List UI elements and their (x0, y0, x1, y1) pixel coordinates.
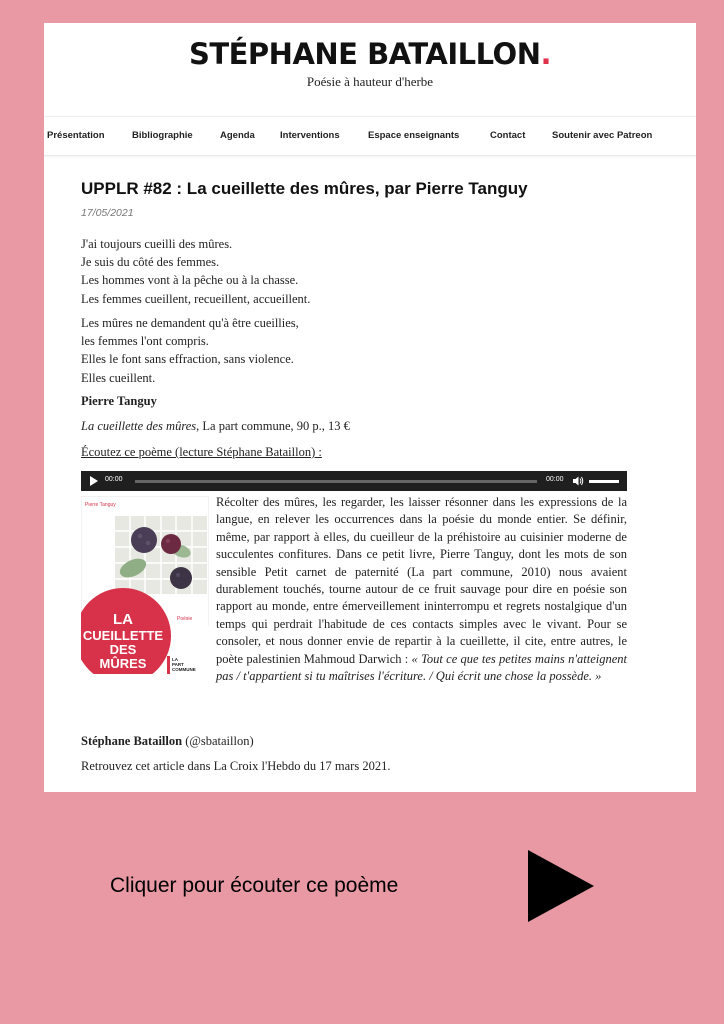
audio-player (81, 471, 627, 491)
poem-line: Elles le font sans effraction, sans violence. (81, 352, 294, 367)
cover-author: Pierre Tanguy (85, 502, 116, 508)
nav-item-contact[interactable]: Contact (490, 130, 526, 141)
source-note: Retrouvez cet article dans La Croix l'Hebdo du 17 mars 2021. (81, 759, 391, 773)
poem-line: Elles cueillent. (81, 370, 156, 385)
poem-stanza-1 (81, 235, 641, 308)
cover-publisher-2: PART (172, 662, 184, 667)
cover-publisher-3: COMMUNE (172, 667, 196, 672)
signature-handle: (@sbataillon) (182, 734, 254, 748)
nav-item-espace-enseignants[interactable]: Espace enseignants (368, 130, 460, 141)
review-body: Récolter des mûres, les regarder, les laisser résonner dans les expressions de la langue, en relever les occurrences dans la poésie du monde entier. Se définir, même, par rapport à elles, du cueilleur de la préhistoire au cuisinier moderne de succulentes confitures. Dans ce petit livre, Pierre Tanguy, dont les mots de son sensible Petit carnet de paternité (La part commune, 2010) nous avaient durablement touchés, tourne autour de ce fruit sauvage pour dire en poésie son rapport au monde, entre émerveillement ininterrompu et regrets nostalgique d'un temps qui perdrait l'habitude de ces contacts simples avec le vivant. Pour se consoler, et nous donner envie de repartir à la cueillette, il cite, entre autres, le poète palestinien Mahmoud Darwich : (216, 495, 627, 666)
volume-slider[interactable] (589, 480, 619, 483)
cover-title-line-1: LA (113, 611, 133, 628)
site-tagline: Poésie à hauteur d'herbe (306, 74, 434, 89)
cta-label[interactable]: Cliquer pour écouter ce poème (110, 874, 399, 897)
poem-line: J'ai toujours cueilli des mûres. (81, 237, 233, 251)
poem-stanza-2 (81, 314, 641, 387)
poem-line: Je suis du côté des femmes. (81, 255, 220, 270)
nav-item-agenda[interactable]: Agenda (220, 130, 255, 141)
poem-line: Les femmes cueillent, recueillent, accueillent. (81, 291, 311, 306)
book-title: La cueillette des mûres (81, 419, 197, 433)
poem-line: les femmes l'ont compris. (81, 334, 209, 349)
signature-name: Stéphane Bataillon (81, 734, 183, 748)
cover-title-line-3: DES (109, 642, 137, 657)
poem-line: Les mûres ne demandent qu'à être cueillies, (81, 316, 299, 330)
listen-link[interactable]: Écoutez ce poème (lecture Stéphane Bataillon) : (81, 445, 322, 459)
review-text (81, 494, 627, 685)
cover-title-line-2: CUEILLETTE (82, 628, 164, 643)
volume-icon[interactable] (572, 475, 584, 487)
main-nav (44, 116, 696, 156)
article-page (44, 23, 696, 792)
duration: 00:00 (546, 476, 564, 483)
cover-title-line-4: MÛRES (99, 656, 147, 671)
site-title[interactable] (44, 37, 696, 71)
post-title: UPPLR #82 : La cueillette des mûres, par Pierre Tanguy (81, 179, 528, 198)
site-title-dot: . (540, 37, 552, 71)
nav-item-bibliographie[interactable]: Bibliographie (132, 130, 193, 141)
cover-float-spacer (81, 494, 216, 674)
nav-item-presentation[interactable]: Présentation (47, 130, 105, 141)
book-details: , La part commune, 90 p., 13 € (196, 419, 350, 433)
current-time: 00:00 (105, 476, 123, 483)
poem-author: Pierre Tanguy (81, 394, 157, 408)
book-reference (81, 419, 350, 434)
cover-genre: Poésie (177, 616, 193, 622)
play-arrow-icon[interactable] (528, 850, 594, 922)
site-title-text: STÉPHANE BATAILLON (188, 37, 541, 71)
play-icon[interactable] (90, 476, 98, 486)
poem-line: Les hommes vont à la pêche ou à la chasse. (81, 273, 299, 288)
post-date: 17/05/2021 (81, 207, 134, 219)
cover-publisher-1: LA (172, 657, 178, 662)
nav-item-interventions[interactable]: Interventions (280, 130, 340, 141)
signature (81, 734, 254, 749)
review-quote: « Tout ce que tes petites mains n'atteignent pas / t'appartient si tu maîtrises l'écriture. / Qui écrit une chose la possède. » (216, 651, 627, 684)
seek-bar[interactable] (135, 480, 537, 483)
nav-item-patreon[interactable]: Soutenir avec Patreon (552, 130, 653, 141)
